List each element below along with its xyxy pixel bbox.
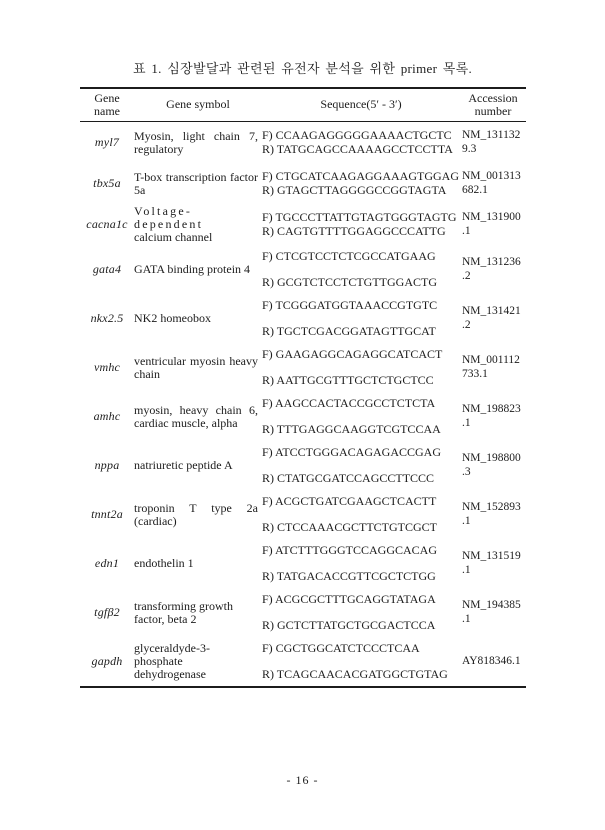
primer-sequences	[262, 642, 460, 681]
forward-primer: F) CTGCATCAAGAGGAAAGTGGAG	[262, 169, 459, 183]
reverse-primer: R) GTAGCTTAGGGGCCGGTAGTA	[262, 183, 447, 197]
accession-line: NM_131421	[462, 305, 521, 317]
accession-line: NM_131236	[462, 256, 521, 268]
reverse-primer: R) TGCTCGACGGATAGTTGCAT	[262, 324, 436, 338]
primer-sequences	[262, 593, 460, 632]
table-body	[80, 122, 526, 688]
reverse-primer: R) CTATGCGATCCAGCCTTCCC	[262, 471, 435, 485]
accession-line: 682.1	[462, 183, 488, 196]
table-row	[80, 490, 526, 539]
gene-symbol	[134, 130, 262, 156]
accession-line: AY818346.1	[462, 654, 521, 667]
gene-name: nppa	[94, 458, 120, 472]
accession-line: .1	[462, 416, 471, 429]
gene-symbol-line: T-box transcription factor	[134, 169, 258, 184]
gene-symbol-line: regulatory	[134, 141, 184, 156]
reverse-primer: R) AATTGCGTTTGCTCTGCTCC	[262, 373, 434, 387]
gene-name: tgfβ2	[94, 605, 120, 619]
accession-line: NM_131132	[462, 129, 521, 141]
gene-symbol	[134, 312, 262, 325]
gene-name: myl7	[94, 135, 120, 149]
page-number: - 16 -	[286, 773, 319, 787]
gene-symbol	[134, 171, 262, 197]
gene-symbol-line: dehydrogenase	[134, 667, 206, 681]
accession-line: .1	[462, 224, 471, 237]
table-row	[80, 245, 526, 294]
forward-primer: F) ATCTTTGGGTCCAGGCACAG	[262, 543, 438, 557]
accession-line: NM_001313	[462, 170, 521, 182]
gene-symbol-line: ventricular myosin heavy	[134, 353, 258, 368]
gene-symbol-line: endothelin 1	[134, 556, 194, 570]
table-row	[80, 588, 526, 637]
gene-name: cacna1c	[86, 217, 128, 231]
accession-line: .2	[462, 269, 471, 282]
accession-line: 733.1	[462, 367, 488, 380]
header-sequence: Sequence(5′ - 3′)	[320, 97, 402, 112]
gene-symbol-line: GATA binding protein 4	[134, 262, 251, 276]
gene-symbol-line: calcium channel	[134, 230, 213, 244]
accession-line: NM_194385	[462, 599, 521, 611]
accession-line: .1	[462, 612, 471, 625]
accession-number	[460, 599, 526, 626]
gene-symbol-line: cardiac muscle, alpha	[134, 415, 238, 430]
accession-line: NM_152893	[462, 501, 521, 513]
primer-table	[80, 87, 526, 688]
reverse-primer: R) TTTGAGGCAAGGTCGTCCAA	[262, 422, 441, 436]
gene-symbol-line: glyceraldyde-3-phosphate	[134, 641, 210, 668]
table-row	[80, 294, 526, 343]
reverse-primer: R) GCTCTTATGCTGCGACTCCA	[262, 618, 436, 632]
forward-primer: F) CGCTGGCATCTCCCTCAA	[262, 641, 420, 655]
gene-symbol-line: Voltage-dependent	[134, 204, 204, 231]
forward-primer: F) TCGGGATGGTAAACCGTGTC	[262, 298, 438, 312]
reverse-primer: R) TATGACACCGTTCGCTCTGG	[262, 569, 436, 583]
accession-number	[460, 550, 526, 577]
accession-line: NM_198823	[462, 403, 521, 415]
table-row	[80, 392, 526, 441]
gene-symbol	[134, 557, 262, 570]
gene-symbol-line: Myosin, light chain 7,	[134, 128, 258, 143]
accession-line: .2	[462, 318, 471, 331]
gene-name: tnnt2a	[91, 507, 123, 521]
reverse-primer: R) TATGCAGCCAAAAGCCTCCTTA	[262, 142, 453, 156]
gene-symbol-line: myosin, heavy chain 6,	[134, 402, 258, 417]
table-row	[80, 637, 526, 686]
gene-symbol	[134, 404, 262, 430]
gene-symbol	[134, 502, 262, 528]
accession-number	[460, 655, 526, 669]
gene-symbol-line: chain	[134, 366, 160, 381]
accession-line: .1	[462, 514, 471, 527]
gene-symbol-line: factor, beta 2	[134, 611, 197, 626]
table-row	[80, 441, 526, 490]
primer-sequences	[262, 348, 460, 387]
primer-sequences	[262, 211, 460, 238]
forward-primer: F) AAGCCACTACCGCCTCTCTA	[262, 396, 436, 410]
accession-number	[460, 305, 526, 332]
gene-symbol	[134, 355, 262, 381]
gene-symbol-line: NK2 homeobox	[134, 311, 211, 325]
gene-symbol-line: 5a	[134, 182, 146, 197]
header-gene-symbol: Gene symbol	[166, 97, 230, 112]
header-accession-number: Accession number	[468, 90, 518, 118]
table-row	[80, 122, 526, 163]
gene-symbol	[134, 263, 262, 276]
gene-name: tbx5a	[93, 176, 121, 190]
accession-line: .3	[462, 465, 471, 478]
table-row	[80, 539, 526, 588]
forward-primer: F) CTCGTCCTCTCGCCATGAAG	[262, 249, 436, 263]
accession-number	[460, 452, 526, 479]
table-row	[80, 204, 526, 245]
gene-name: gata4	[92, 262, 122, 276]
accession-line: .1	[462, 563, 471, 576]
forward-primer: F) CCAAGAGGGGGAAAACTGCTC	[262, 128, 452, 142]
accession-line: NM_198800	[462, 452, 521, 464]
primer-sequences	[262, 397, 460, 436]
accession-number	[460, 354, 526, 381]
gene-symbol-line: natriuretic peptide A	[134, 458, 233, 472]
accession-line: NM_131519	[462, 550, 521, 562]
gene-symbol	[134, 642, 262, 681]
accession-number	[460, 211, 526, 238]
gene-symbol-line: troponin T type 2a	[134, 500, 258, 515]
forward-primer: F) ACGCGCTTTGCAGGTATAGA	[262, 592, 436, 606]
reverse-primer: R) CAGTGTTTTGGAGGCCCATTG	[262, 224, 446, 238]
accession-number	[460, 403, 526, 430]
accession-line: 9.3	[462, 142, 477, 155]
primer-sequences	[262, 250, 460, 289]
gene-symbol	[134, 205, 262, 244]
gene-symbol-line: (cardiac)	[134, 513, 177, 528]
primer-sequences	[262, 544, 460, 583]
table-caption: 표 1. 심장발달과 관련된 유전자 분석을 위한 primer 목록.	[132, 61, 473, 76]
table-header-row	[80, 87, 526, 122]
gene-name: nkx2.5	[90, 311, 124, 325]
accession-line: NM_001112	[462, 354, 520, 366]
primer-sequences	[262, 129, 460, 156]
header-gene-name: Gene name	[94, 90, 120, 118]
primer-sequences	[262, 170, 460, 197]
forward-primer: F) GAAGAGGCAGAGGCATCACT	[262, 347, 443, 361]
gene-symbol	[134, 459, 262, 472]
reverse-primer: R) CTCCAAACGCTTCTGTCGCT	[262, 520, 438, 534]
forward-primer: F) ACGCTGATCGAAGCTCACTT	[262, 494, 437, 508]
reverse-primer: R) TCAGCAACACGATGGCTGTAG	[262, 667, 448, 681]
gene-name: gapdh	[91, 654, 123, 668]
gene-name: edn1	[94, 556, 120, 570]
gene-name: vmhc	[93, 360, 121, 374]
accession-number	[460, 170, 526, 197]
primer-sequences	[262, 495, 460, 534]
accession-number	[460, 501, 526, 528]
reverse-primer: R) GCGTCTCCTCTGTTGGACTG	[262, 275, 437, 289]
primer-sequences	[262, 446, 460, 485]
table-row	[80, 163, 526, 204]
gene-name: amhc	[93, 409, 121, 423]
forward-primer: F) ATCCTGGGACAGAGACCGAG	[262, 445, 442, 459]
accession-line: NM_131900	[462, 211, 521, 223]
accession-number	[460, 129, 526, 156]
primer-sequences	[262, 299, 460, 338]
table-row	[80, 343, 526, 392]
accession-number	[460, 256, 526, 283]
gene-symbol	[134, 600, 262, 626]
gene-symbol-line: transforming growth	[134, 598, 233, 613]
forward-primer: F) TGCCCTTATTGTAGTGGGTAGTG	[262, 210, 457, 224]
